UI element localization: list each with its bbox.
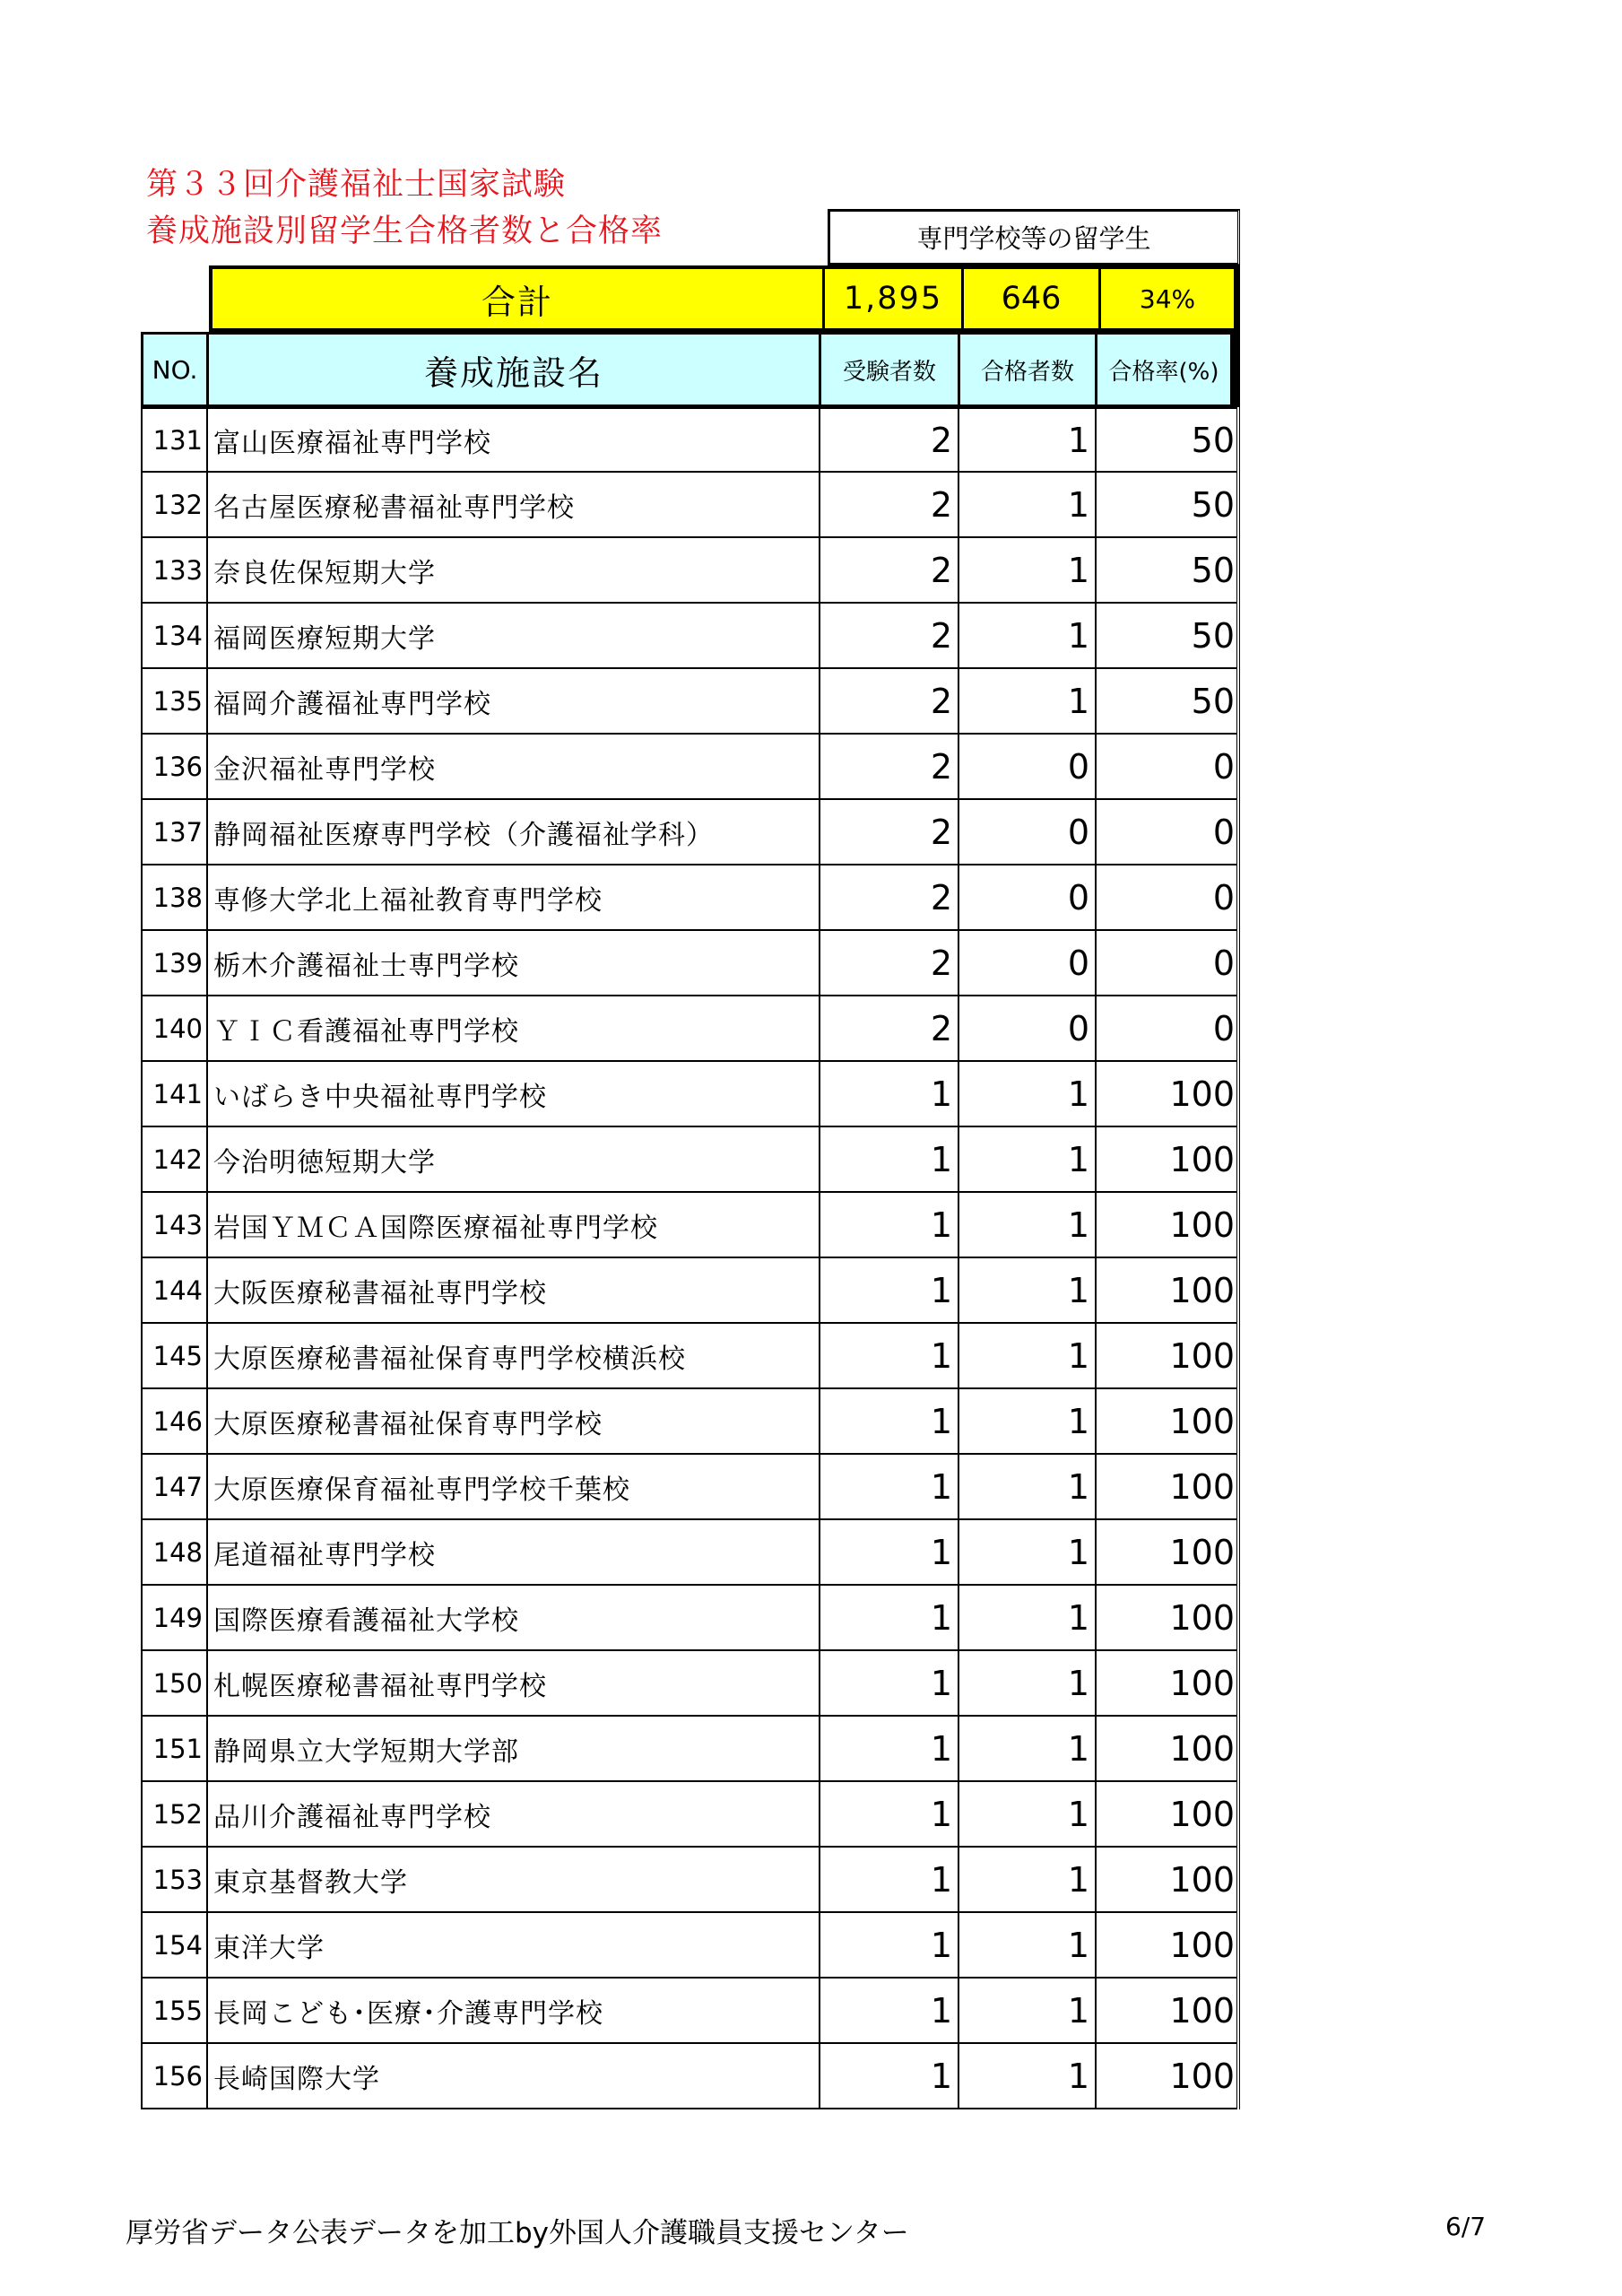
row-facility-name: 静岡県立大学短期大学部 [208, 1717, 820, 1780]
table-row [143, 669, 1236, 735]
row-examinees: 1 [820, 1193, 959, 1257]
total-label: 合計 [213, 269, 822, 328]
column-header-examinees: 受験者数 [821, 335, 958, 404]
row-facility-name: 奈良佐保短期大学 [208, 538, 820, 602]
row-passed: 1 [959, 1782, 1097, 1846]
table-row [143, 800, 1236, 865]
row-rate: 100 [1169, 1794, 1235, 1834]
row-passed: 1 [959, 1062, 1097, 1126]
row-no: 136 [143, 735, 208, 798]
row-no: 140 [143, 996, 208, 1060]
row-examinees: 1 [820, 1848, 959, 1911]
row-no: 143 [143, 1193, 208, 1257]
total-passed: 646 [964, 269, 1098, 328]
row-rate: 50 [1191, 550, 1235, 590]
row-passed: 1 [959, 473, 1097, 536]
row-passed: 1 [959, 1979, 1097, 2042]
row-no: 150 [143, 1651, 208, 1715]
row-passed: 0 [959, 865, 1097, 929]
row-passed: 1 [959, 669, 1097, 733]
row-examinees: 1 [820, 1389, 959, 1453]
total-row [209, 265, 1240, 332]
row-examinees: 2 [820, 538, 959, 602]
row-examinees: 1 [820, 1913, 959, 1977]
row-no: 153 [143, 1848, 208, 1911]
row-no: 151 [143, 1717, 208, 1780]
row-passed: 0 [959, 735, 1097, 798]
row-rate: 50 [1191, 484, 1235, 525]
row-no: 134 [143, 604, 208, 667]
row-examinees: 2 [820, 735, 959, 798]
table-row [143, 1586, 1236, 1651]
table-row [143, 1193, 1236, 1258]
row-rate: 0 [1212, 943, 1235, 983]
row-passed: 1 [959, 1389, 1097, 1453]
row-examinees: 1 [820, 1717, 959, 1780]
row-no: 145 [143, 1324, 208, 1387]
table-row [143, 1651, 1236, 1717]
row-examinees: 1 [820, 1979, 959, 2042]
table-row [143, 1455, 1236, 1520]
table-row [143, 735, 1236, 800]
table-row [143, 1979, 1236, 2044]
row-facility-name: 福岡医療短期大学 [208, 604, 820, 667]
row-no: 154 [143, 1913, 208, 1977]
table-row [143, 1717, 1236, 1782]
row-rate: 100 [1169, 1205, 1235, 1245]
row-passed: 1 [959, 1193, 1097, 1257]
table-row [143, 1324, 1236, 1389]
table-row [143, 1782, 1236, 1848]
row-facility-name: 金沢福祉専門学校 [208, 735, 820, 798]
row-passed: 1 [959, 604, 1097, 667]
table-row [143, 604, 1236, 669]
row-facility-name: 長岡こども･医療･介護専門学校 [208, 1979, 820, 2042]
row-no: 132 [143, 473, 208, 536]
row-passed: 0 [959, 931, 1097, 995]
row-examinees: 2 [820, 996, 959, 1060]
row-passed: 1 [959, 1717, 1097, 1780]
row-facility-name: 名古屋医療秘書福祉専門学校 [208, 473, 820, 536]
row-passed: 1 [959, 1258, 1097, 1322]
row-examinees: 2 [820, 669, 959, 733]
row-passed: 1 [959, 1586, 1097, 1649]
row-no: 146 [143, 1389, 208, 1453]
row-rate: 0 [1212, 877, 1235, 918]
row-no: 152 [143, 1782, 208, 1846]
row-facility-name: いばらき中央福祉専門学校 [208, 1062, 820, 1126]
row-rate: 100 [1169, 1270, 1235, 1310]
row-passed: 1 [959, 1520, 1097, 1584]
row-rate: 100 [1169, 1401, 1235, 1441]
row-facility-name: 品川介護福祉専門学校 [208, 1782, 820, 1846]
row-no: 156 [143, 2044, 208, 2108]
row-rate: 100 [1169, 1925, 1235, 1965]
document-subtitle: 養成施設別留学生合格者数と合格率 [146, 213, 664, 249]
table-row [143, 473, 1236, 538]
table-row [143, 407, 1236, 473]
total-rate: 34% [1101, 269, 1234, 328]
row-examinees: 1 [820, 1520, 959, 1584]
row-rate: 100 [1169, 1859, 1235, 1900]
table-row [143, 1913, 1236, 1979]
row-no: 144 [143, 1258, 208, 1322]
row-passed: 0 [959, 800, 1097, 864]
table-row [143, 1062, 1236, 1127]
total-examinees: 1,895 [825, 269, 961, 328]
row-examinees: 1 [820, 1258, 959, 1322]
table-row [143, 931, 1236, 996]
row-passed: 1 [959, 1913, 1097, 1977]
row-no: 137 [143, 800, 208, 864]
row-rate: 100 [1169, 1532, 1235, 1572]
column-header-no: NO. [143, 335, 206, 404]
row-facility-name: 岩国ＹＭＣＡ国際医療福祉専門学校 [208, 1193, 820, 1257]
row-facility-name: 今治明徳短期大学 [208, 1127, 820, 1191]
row-facility-name: ＹＩＣ看護福祉専門学校 [208, 996, 820, 1060]
row-examinees: 1 [820, 1586, 959, 1649]
row-facility-name: 尾道福祉専門学校 [208, 1520, 820, 1584]
row-rate: 100 [1169, 1597, 1235, 1638]
row-passed: 1 [959, 538, 1097, 602]
row-no: 147 [143, 1455, 208, 1518]
table-row [143, 1520, 1236, 1586]
row-rate: 0 [1212, 812, 1235, 852]
row-passed: 1 [959, 409, 1097, 471]
table-header [141, 332, 1240, 407]
table-row [143, 1389, 1236, 1455]
table-row [143, 538, 1236, 604]
row-rate: 0 [1212, 1008, 1235, 1048]
row-facility-name: 大原医療秘書福祉保育専門学校横浜校 [208, 1324, 820, 1387]
row-examinees: 2 [820, 473, 959, 536]
column-header-passed: 合格者数 [960, 335, 1095, 404]
row-no: 142 [143, 1127, 208, 1191]
row-no: 141 [143, 1062, 208, 1126]
row-rate: 100 [1169, 1335, 1235, 1376]
row-no: 148 [143, 1520, 208, 1584]
table-row [143, 1258, 1236, 1324]
row-no: 138 [143, 865, 208, 929]
row-facility-name: 大原医療秘書福祉保育専門学校 [208, 1389, 820, 1453]
row-rate: 100 [1169, 1728, 1235, 1769]
row-facility-name: 栃木介護福祉士専門学校 [208, 931, 820, 995]
row-passed: 1 [959, 1848, 1097, 1911]
column-header-rate: 合格率(%) [1097, 335, 1230, 404]
row-facility-name: 福岡介護福祉専門学校 [208, 669, 820, 733]
row-rate: 100 [1169, 2056, 1235, 2096]
row-no: 131 [143, 409, 208, 471]
group-header: 専門学校等の留学生 [828, 209, 1240, 265]
row-rate: 0 [1212, 746, 1235, 787]
row-passed: 0 [959, 996, 1097, 1060]
row-no: 133 [143, 538, 208, 602]
row-no: 135 [143, 669, 208, 733]
table-row [143, 1848, 1236, 1913]
row-facility-name: 国際医療看護福祉大学校 [208, 1586, 820, 1649]
row-facility-name: 長崎国際大学 [208, 2044, 820, 2108]
row-examinees: 2 [820, 409, 959, 471]
row-examinees: 2 [820, 800, 959, 864]
row-rate: 100 [1169, 1074, 1235, 1114]
row-rate: 100 [1169, 1139, 1235, 1179]
row-rate: 50 [1191, 420, 1235, 460]
row-no: 139 [143, 931, 208, 995]
row-examinees: 2 [820, 931, 959, 995]
row-no: 155 [143, 1979, 208, 2042]
row-examinees: 2 [820, 865, 959, 929]
row-facility-name: 専修大学北上福祉教育専門学校 [208, 865, 820, 929]
row-passed: 1 [959, 1324, 1097, 1387]
row-examinees: 1 [820, 2044, 959, 2108]
footer-source: 厚労省データ公表データを加工by外国人介護職員支援センター [126, 2217, 909, 2249]
row-examinees: 1 [820, 1062, 959, 1126]
column-header-name: 養成施設名 [209, 335, 819, 404]
row-facility-name: 大阪医療秘書福祉専門学校 [208, 1258, 820, 1322]
table-row [143, 996, 1236, 1062]
table-row [143, 1127, 1236, 1193]
row-facility-name: 東京基督教大学 [208, 1848, 820, 1911]
results-table [141, 407, 1240, 2109]
row-examinees: 1 [820, 1455, 959, 1518]
row-rate: 100 [1169, 1990, 1235, 2031]
row-passed: 1 [959, 1651, 1097, 1715]
row-no: 149 [143, 1586, 208, 1649]
table-row [143, 865, 1236, 931]
row-examinees: 1 [820, 1782, 959, 1846]
row-examinees: 2 [820, 604, 959, 667]
row-rate: 50 [1191, 681, 1235, 721]
row-rate: 100 [1169, 1466, 1235, 1507]
row-passed: 1 [959, 2044, 1097, 2108]
row-examinees: 1 [820, 1324, 959, 1387]
row-facility-name: 静岡福祉医療専門学校（介護福祉学科） [208, 800, 820, 864]
row-facility-name: 札幌医療秘書福祉専門学校 [208, 1651, 820, 1715]
row-passed: 1 [959, 1455, 1097, 1518]
row-rate: 50 [1191, 615, 1235, 656]
row-passed: 1 [959, 1127, 1097, 1191]
document-title: 第３３回介護福祉士国家試験 [146, 167, 567, 203]
row-facility-name: 東洋大学 [208, 1913, 820, 1977]
page-number: 6/7 [1445, 2212, 1487, 2241]
row-facility-name: 大原医療保育福祉専門学校千葉校 [208, 1455, 820, 1518]
table-row [143, 2044, 1236, 2109]
row-facility-name: 富山医療福祉専門学校 [208, 409, 820, 471]
row-examinees: 1 [820, 1651, 959, 1715]
row-examinees: 1 [820, 1127, 959, 1191]
row-rate: 100 [1169, 1663, 1235, 1703]
